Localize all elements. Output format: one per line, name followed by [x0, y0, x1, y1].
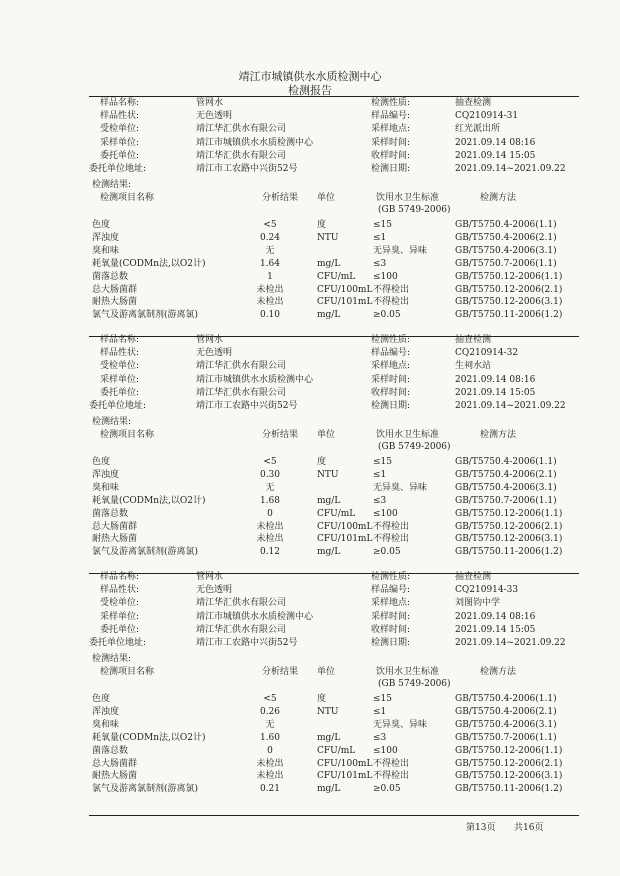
- table-cell-item: 耗氧量(CODMn法,以O2计): [92, 732, 206, 743]
- table-cell-standard: ≥0.05: [373, 310, 401, 321]
- table-cell-result: <5: [263, 694, 277, 704]
- label-test-nature: 检测性质:: [371, 572, 411, 582]
- table-cell-method: GB/T5750.12-2006(1.1): [455, 271, 563, 282]
- table-cell-method: GB/T5750.12-2006(2.1): [455, 758, 563, 769]
- table-cell-item: 色度: [92, 457, 111, 467]
- section-divider: [89, 573, 579, 574]
- table-cell-result: 无: [265, 482, 275, 493]
- label-sample-name: 样品名称:: [100, 335, 140, 345]
- table-cell-unit: mg/L: [317, 495, 341, 506]
- table-cell-standard: ≥0.05: [373, 547, 401, 558]
- value-sample-no: CQ210914-33: [455, 585, 519, 596]
- table-cell-item: 臭和味: [92, 482, 120, 493]
- label-sample-character: 样品性状:: [100, 111, 140, 122]
- section-divider: [89, 336, 579, 337]
- table-cell-standard: 不得检出: [373, 771, 410, 782]
- value-test-nature: 抽查检测: [455, 98, 492, 108]
- table-cell-method: GB/T5750.11-2006(1.2): [455, 310, 563, 321]
- table-cell-standard: ≤15: [373, 694, 392, 704]
- table-cell-standard: ≤1: [373, 232, 387, 243]
- table-cell-method: GB/T5750.12-2006(1.1): [455, 508, 563, 519]
- table-cell-result: 未检出: [256, 534, 284, 545]
- label-client-address: 委托单位地址:: [89, 638, 147, 648]
- table-cell-result: 1: [267, 271, 273, 282]
- table-cell-standard: ≤3: [373, 495, 387, 506]
- value-client-unit: 靖江华汇供水有限公司: [196, 624, 287, 635]
- label-sampling-site: 采样地点:: [371, 361, 411, 372]
- label-sample-character: 样品性状:: [100, 585, 140, 596]
- label-sample-character: 样品性状:: [100, 348, 140, 359]
- label-client-address: 委托单位地址:: [89, 401, 147, 411]
- table-cell-item: 总大肠菌群: [92, 521, 138, 532]
- table-cell-item: 色度: [92, 694, 111, 704]
- label-sample-no: 样品编号:: [371, 585, 411, 596]
- table-cell-method: GB/T5750.4-2006(2.1): [455, 469, 557, 480]
- table-cell-unit: CFU/100mL: [317, 284, 373, 295]
- value-test-date: 2021.09.14~2021.09.22: [455, 164, 566, 174]
- table-cell-standard: ≤3: [373, 258, 387, 269]
- table-cell-standard: 不得检出: [373, 297, 410, 308]
- table-cell-unit: 度: [317, 694, 327, 704]
- table-cell-item: 耗氧量(CODMn法,以O2计): [92, 258, 206, 269]
- table-cell-standard: 无异臭、异味: [373, 482, 428, 493]
- table-cell-unit: mg/L: [317, 732, 341, 743]
- table-cell-result: <5: [263, 220, 277, 230]
- table-cell-item: 氯气及游离氯制剂(游离氯): [92, 784, 199, 795]
- table-cell-item: 菌落总数: [92, 745, 129, 756]
- table-cell-item: 耐热大肠菌: [92, 534, 138, 545]
- table-cell-standard: ≤3: [373, 732, 387, 743]
- value-sampling-time: 2021.09.14 08:16: [455, 137, 536, 148]
- value-sample-name: 管网水: [196, 335, 224, 345]
- table-cell-unit: mg/L: [317, 547, 341, 558]
- table-cell-standard: 无异臭、异味: [373, 719, 428, 730]
- column-header-method: 检测方法: [480, 193, 517, 203]
- value-sampling-unit: 靖江市城镇供水水质检测中心: [196, 374, 314, 385]
- value-sampling-time: 2021.09.14 08:16: [455, 611, 536, 622]
- table-cell-item: 耗氧量(CODMn法,以O2计): [92, 495, 206, 506]
- table-cell-item: 耐热大肠菌: [92, 297, 138, 308]
- value-sampling-site: 红光派出所: [455, 124, 501, 135]
- table-cell-result: <5: [263, 457, 277, 467]
- value-inspected-unit: 靖江华汇供水有限公司: [196, 124, 287, 135]
- table-cell-method: GB/T5750.4-2006(2.1): [455, 706, 557, 717]
- value-sample-name: 管网水: [196, 98, 224, 108]
- report-org-title: 靖江市城镇供水水质检测中心: [238, 70, 382, 83]
- table-cell-result: 无: [265, 245, 275, 256]
- column-header-standard-code: (GB 5749-2006): [378, 442, 451, 452]
- table-cell-method: GB/T5750.12-2006(3.1): [455, 297, 563, 308]
- table-cell-method: GB/T5750.4-2006(1.1): [455, 220, 557, 230]
- table-cell-unit: CFU/101mL: [317, 297, 373, 308]
- value-sampling-unit: 靖江市城镇供水水质检测中心: [196, 611, 314, 622]
- table-cell-item: 总大肠菌群: [92, 284, 138, 295]
- table-cell-standard: ≤1: [373, 706, 387, 717]
- label-inspected-unit: 受检单位:: [100, 124, 140, 135]
- label-sample-name: 样品名称:: [100, 572, 140, 582]
- table-cell-result: 无: [265, 719, 275, 730]
- value-sample-no: CQ210914-32: [455, 348, 519, 359]
- table-cell-method: GB/T5750.4-2006(3.1): [455, 482, 557, 493]
- label-inspected-unit: 受检单位:: [100, 598, 140, 609]
- table-cell-unit: 度: [317, 220, 327, 230]
- table-cell-method: GB/T5750.7-2006(1.1): [455, 732, 557, 743]
- table-cell-item: 氯气及游离氯制剂(游离氯): [92, 547, 199, 558]
- table-cell-result: 0.24: [259, 232, 281, 243]
- table-cell-item: 色度: [92, 220, 111, 230]
- label-sampling-time: 采样时间:: [371, 137, 411, 148]
- table-cell-result: 未检出: [256, 521, 284, 532]
- report-doc-title: 检测报告: [288, 84, 332, 97]
- label-receive-time: 收样时间:: [371, 387, 411, 398]
- value-sample-character: 无色透明: [196, 585, 233, 596]
- table-cell-item: 臭和味: [92, 245, 120, 256]
- label-test-nature: 检测性质:: [371, 335, 411, 345]
- label-sampling-unit: 采样单位:: [100, 374, 140, 385]
- table-cell-item: 臭和味: [92, 719, 120, 730]
- table-cell-method: GB/T5750.4-2006(2.1): [455, 232, 557, 243]
- column-header-item: 检测项目名称: [100, 667, 155, 677]
- table-cell-standard: ≤15: [373, 457, 392, 467]
- table-cell-unit: CFU/101mL: [317, 534, 373, 545]
- table-cell-result: 0.26: [259, 706, 281, 717]
- label-sampling-time: 采样时间:: [371, 374, 411, 385]
- table-cell-unit: NTU: [317, 706, 339, 717]
- table-cell-method: GB/T5750.12-2006(3.1): [455, 771, 563, 782]
- value-receive-time: 2021.09.14 15:05: [455, 387, 536, 398]
- table-cell-standard: ≤100: [373, 508, 398, 519]
- label-sampling-unit: 采样单位:: [100, 137, 140, 148]
- table-cell-method: GB/T5750.7-2006(1.1): [455, 495, 557, 506]
- label-sampling-site: 采样地点:: [371, 598, 411, 609]
- table-cell-unit: CFU/100mL: [317, 758, 373, 769]
- table-cell-result: 1.60: [259, 732, 281, 743]
- table-cell-standard: ≤100: [373, 271, 398, 282]
- label-test-date: 检测日期:: [371, 638, 411, 648]
- label-test-date: 检测日期:: [371, 401, 411, 411]
- value-sample-character: 无色透明: [196, 348, 233, 359]
- table-cell-method: GB/T5750.12-2006(2.1): [455, 521, 563, 532]
- value-inspected-unit: 靖江华汇供水有限公司: [196, 598, 287, 609]
- column-header-result: 分析结果: [262, 667, 299, 677]
- table-cell-unit: NTU: [317, 232, 339, 243]
- table-cell-method: GB/T5750.12-2006(2.1): [455, 284, 563, 295]
- table-cell-standard: ≤1: [373, 469, 387, 480]
- column-header-standard-code: (GB 5749-2006): [378, 205, 451, 215]
- table-cell-method: GB/T5750.11-2006(1.2): [455, 784, 563, 795]
- table-cell-unit: mg/L: [317, 258, 341, 269]
- value-sampling-site: 刘图钧中学: [455, 598, 501, 609]
- value-test-nature: 抽查检测: [455, 335, 492, 345]
- value-test-nature: 抽查检测: [455, 572, 492, 582]
- table-cell-result: 0.21: [259, 784, 281, 795]
- value-sampling-time: 2021.09.14 08:16: [455, 374, 536, 385]
- label-sampling-site: 采样地点:: [371, 124, 411, 135]
- value-sampling-site: 生祠水站: [455, 361, 492, 372]
- table-cell-unit: CFU/mL: [317, 508, 356, 519]
- value-client-address: 靖江市工农路中兴街52号: [196, 401, 298, 411]
- table-cell-standard: 不得检出: [373, 521, 410, 532]
- column-header-result: 分析结果: [262, 193, 299, 203]
- value-inspected-unit: 靖江华汇供水有限公司: [196, 361, 287, 372]
- value-sample-no: CQ210914-31: [455, 111, 519, 122]
- table-cell-unit: 度: [317, 457, 327, 467]
- table-cell-item: 浑浊度: [92, 232, 120, 243]
- column-header-result: 分析结果: [262, 430, 299, 440]
- table-cell-unit: mg/L: [317, 310, 341, 321]
- column-header-method: 检测方法: [480, 667, 517, 677]
- value-test-date: 2021.09.14~2021.09.22: [455, 401, 566, 411]
- table-cell-standard: 不得检出: [373, 284, 410, 295]
- table-cell-standard: ≥0.05: [373, 784, 401, 795]
- label-sample-name: 样品名称:: [100, 98, 140, 108]
- table-cell-standard: 不得检出: [373, 758, 410, 769]
- value-sample-character: 无色透明: [196, 111, 233, 122]
- results-header: 检测结果:: [92, 180, 132, 190]
- table-cell-item: 耐热大肠菌: [92, 771, 138, 782]
- column-header-method: 检测方法: [480, 430, 517, 440]
- value-client-address: 靖江市工农路中兴街52号: [196, 638, 298, 648]
- table-cell-method: GB/T5750.4-2006(1.1): [455, 694, 557, 704]
- section-divider: [89, 96, 579, 97]
- table-cell-method: GB/T5750.4-2006(3.1): [455, 719, 557, 730]
- label-sample-no: 样品编号:: [371, 348, 411, 359]
- value-sample-name: 管网水: [196, 572, 224, 582]
- table-cell-result: 未检出: [256, 284, 284, 295]
- label-client-unit: 委托单位:: [100, 387, 140, 398]
- table-cell-standard: ≤15: [373, 220, 392, 230]
- page-number: 第13页: [466, 823, 496, 833]
- table-cell-method: GB/T5750.12-2006(3.1): [455, 534, 563, 545]
- column-header-item: 检测项目名称: [100, 430, 155, 440]
- value-test-date: 2021.09.14~2021.09.22: [455, 638, 566, 648]
- label-sampling-time: 采样时间:: [371, 611, 411, 622]
- label-inspected-unit: 受检单位:: [100, 361, 140, 372]
- column-header-standard: 饮用水卫生标准: [376, 430, 440, 440]
- table-cell-unit: NTU: [317, 469, 339, 480]
- page-total: 共16页: [514, 823, 544, 833]
- table-cell-method: GB/T5750.7-2006(1.1): [455, 258, 557, 269]
- label-sampling-unit: 采样单位:: [100, 611, 140, 622]
- label-client-unit: 委托单位:: [100, 624, 140, 635]
- value-client-address: 靖江市工农路中兴街52号: [196, 164, 298, 174]
- table-cell-result: 0.30: [259, 469, 281, 480]
- column-header-unit: 单位: [317, 667, 336, 677]
- value-receive-time: 2021.09.14 15:05: [455, 150, 536, 161]
- table-cell-item: 总大肠菌群: [92, 758, 138, 769]
- column-header-standard: 饮用水卫生标准: [376, 667, 440, 677]
- table-cell-result: 0.10: [259, 310, 281, 321]
- value-client-unit: 靖江华汇供水有限公司: [196, 150, 287, 161]
- table-cell-result: 0: [267, 508, 273, 519]
- table-cell-unit: CFU/mL: [317, 271, 356, 282]
- table-cell-standard: 不得检出: [373, 534, 410, 545]
- table-cell-unit: mg/L: [317, 784, 341, 795]
- table-cell-result: 未检出: [256, 758, 284, 769]
- table-cell-unit: CFU/101mL: [317, 771, 373, 782]
- table-cell-method: GB/T5750.11-2006(1.2): [455, 547, 563, 558]
- table-cell-standard: 无异臭、异味: [373, 245, 428, 256]
- column-header-unit: 单位: [317, 193, 336, 203]
- column-header-standard-code: (GB 5749-2006): [378, 679, 451, 689]
- table-cell-item: 菌落总数: [92, 508, 129, 519]
- table-cell-method: GB/T5750.12-2006(1.1): [455, 745, 563, 756]
- label-test-date: 检测日期:: [371, 164, 411, 174]
- label-receive-time: 收样时间:: [371, 150, 411, 161]
- table-cell-result: 未检出: [256, 771, 284, 782]
- table-cell-unit: CFU/mL: [317, 745, 356, 756]
- label-sample-no: 样品编号:: [371, 111, 411, 122]
- results-header: 检测结果:: [92, 654, 132, 664]
- label-client-address: 委托单位地址:: [89, 164, 147, 174]
- table-cell-method: GB/T5750.4-2006(3.1): [455, 245, 557, 256]
- table-cell-result: 未检出: [256, 297, 284, 308]
- table-cell-result: 1.64: [259, 258, 281, 269]
- column-header-standard: 饮用水卫生标准: [376, 193, 440, 203]
- table-cell-item: 浑浊度: [92, 469, 120, 480]
- table-cell-result: 0.12: [259, 547, 281, 558]
- results-header: 检测结果:: [92, 417, 132, 427]
- value-sampling-unit: 靖江市城镇供水水质检测中心: [196, 137, 314, 148]
- table-cell-unit: CFU/100mL: [317, 521, 373, 532]
- label-receive-time: 收样时间:: [371, 624, 411, 635]
- value-receive-time: 2021.09.14 15:05: [455, 624, 536, 635]
- table-cell-result: 1.68: [259, 495, 281, 506]
- table-cell-method: GB/T5750.4-2006(1.1): [455, 457, 557, 467]
- value-client-unit: 靖江华汇供水有限公司: [196, 387, 287, 398]
- column-header-item: 检测项目名称: [100, 193, 155, 203]
- table-cell-standard: ≤100: [373, 745, 398, 756]
- table-cell-result: 0: [267, 745, 273, 756]
- column-header-unit: 单位: [317, 430, 336, 440]
- table-cell-item: 菌落总数: [92, 271, 129, 282]
- label-test-nature: 检测性质:: [371, 98, 411, 108]
- table-cell-item: 氯气及游离氯制剂(游离氯): [92, 310, 199, 321]
- table-cell-item: 浑浊度: [92, 706, 120, 717]
- footer-divider: [89, 815, 579, 816]
- label-client-unit: 委托单位:: [100, 150, 140, 161]
